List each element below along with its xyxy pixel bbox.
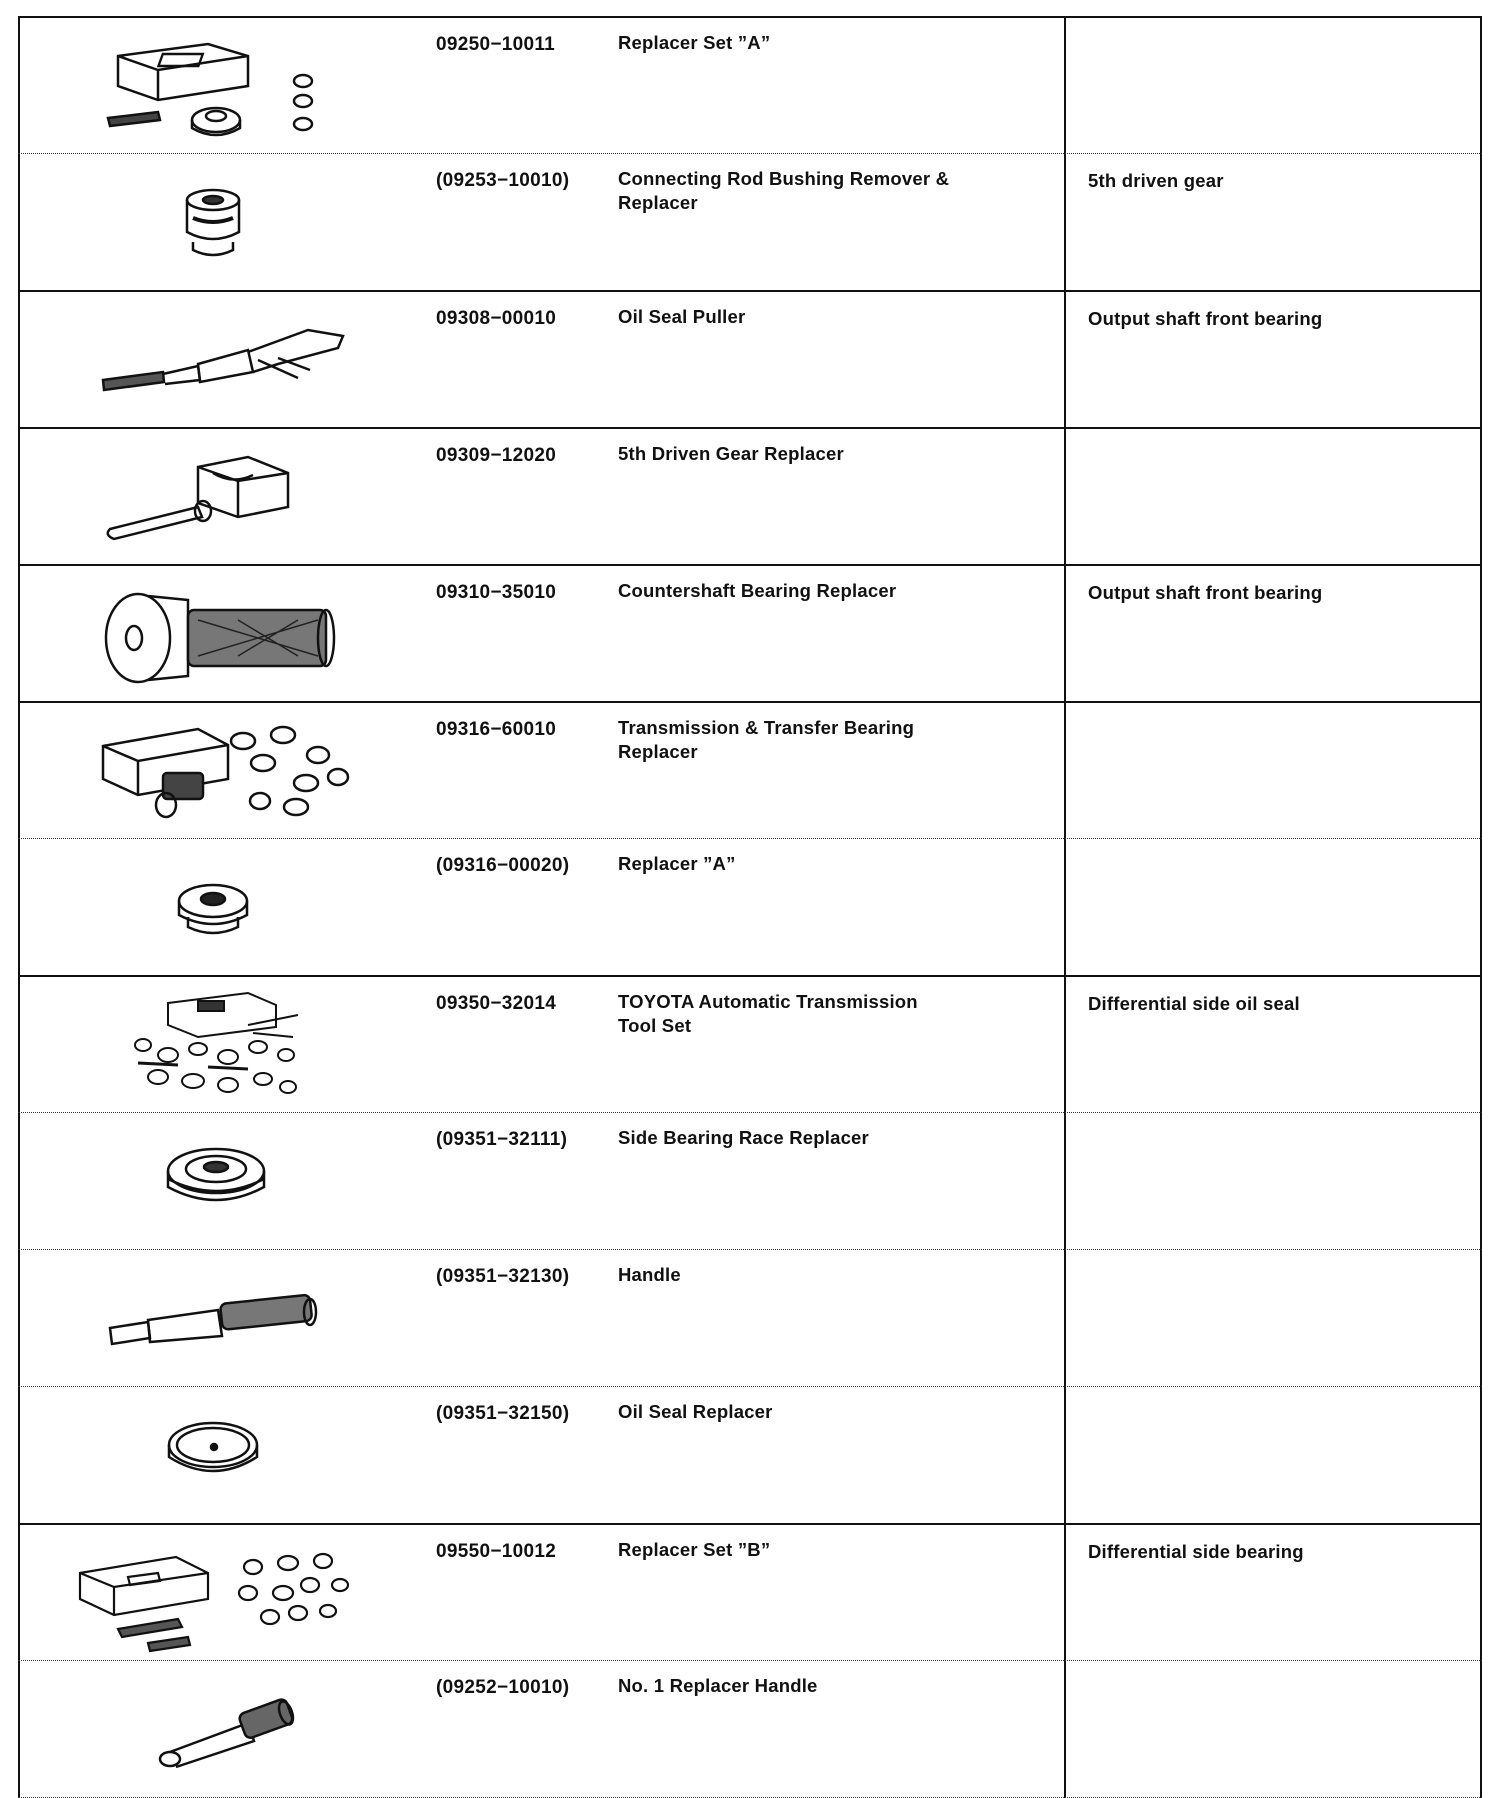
table-row [18, 1660, 1482, 1797]
tool-name: No. 1 Replacer Handle [618, 1675, 818, 1696]
part-number: 09309−12020 [436, 445, 557, 466]
part-number: (09316−00020) [436, 855, 570, 876]
table-row [18, 1112, 1482, 1249]
tool-name: Countershaft Bearing Replacer [618, 580, 897, 601]
side-bearing-race-icon [48, 1121, 388, 1241]
countershaft-replacer-icon [48, 574, 388, 694]
part-number: (09252−10010) [436, 1677, 570, 1698]
tool-use: Differential side bearing [1088, 1541, 1304, 1562]
table-row [18, 1249, 1482, 1386]
table-row [18, 838, 1482, 975]
part-number: 09550−10012 [436, 1541, 557, 1562]
part-number: 09250−10011 [436, 34, 556, 55]
part-number: (09351−32111) [436, 1129, 568, 1150]
table-row [18, 701, 1482, 838]
table-row [18, 153, 1482, 290]
part-number: 09316−60010 [436, 719, 557, 740]
table-row [18, 290, 1482, 427]
oil-seal-replacer-icon [48, 1395, 388, 1515]
tool-name: Oil Seal Puller [618, 306, 746, 327]
tool-use: 5th driven gear [1088, 170, 1224, 191]
tool-name: Side Bearing Race Replacer [618, 1127, 869, 1148]
bushing-remover-icon [48, 162, 388, 282]
tool-name: 5th Driven Gear Replacer [618, 443, 844, 464]
handle-icon [48, 1258, 388, 1378]
transmission-bearing-set-icon [48, 711, 388, 831]
table-row [18, 1386, 1482, 1523]
tool-name: Replacer Set ”A” [618, 32, 771, 53]
tool-name: Replacer ”A” [618, 853, 736, 874]
table-row [18, 16, 1482, 153]
oil-seal-puller-icon [48, 300, 388, 420]
table-row [18, 427, 1482, 564]
toyota-tool-set-icon [48, 985, 388, 1105]
tool-use: Differential side oil seal [1088, 993, 1300, 1014]
tool-name: Replacer Set ”B” [618, 1539, 771, 1560]
replacer-set-b-icon [48, 1533, 388, 1653]
replacer-set-a-icon [48, 26, 388, 146]
part-number: 09350−32014 [436, 993, 557, 1014]
tool-name: TOYOTA Automatic Transmission Tool Set [618, 991, 918, 1036]
gear-replacer-icon [48, 437, 388, 557]
table-row [18, 1523, 1482, 1660]
tool-name: Oil Seal Replacer [618, 1401, 773, 1422]
tool-name: Connecting Rod Bushing Remover & Replacer [618, 168, 950, 213]
tool-use: Output shaft front bearing [1088, 582, 1323, 603]
part-number: (09351−32130) [436, 1266, 570, 1287]
table-row [18, 564, 1482, 701]
replacer-handle-icon [48, 1669, 388, 1789]
tool-name: Handle [618, 1264, 681, 1285]
special-tools-table [18, 16, 1482, 1798]
tool-name: Transmission & Transfer Bearing Replacer [618, 717, 915, 762]
part-number: (09351−32150) [436, 1403, 570, 1424]
part-number: (09253−10010) [436, 170, 570, 191]
tool-use: Output shaft front bearing [1088, 308, 1323, 329]
replacer-a-icon [48, 847, 388, 967]
part-number: 09308−00010 [436, 308, 557, 329]
table-row [18, 975, 1482, 1112]
part-number: 09310−35010 [436, 582, 557, 603]
